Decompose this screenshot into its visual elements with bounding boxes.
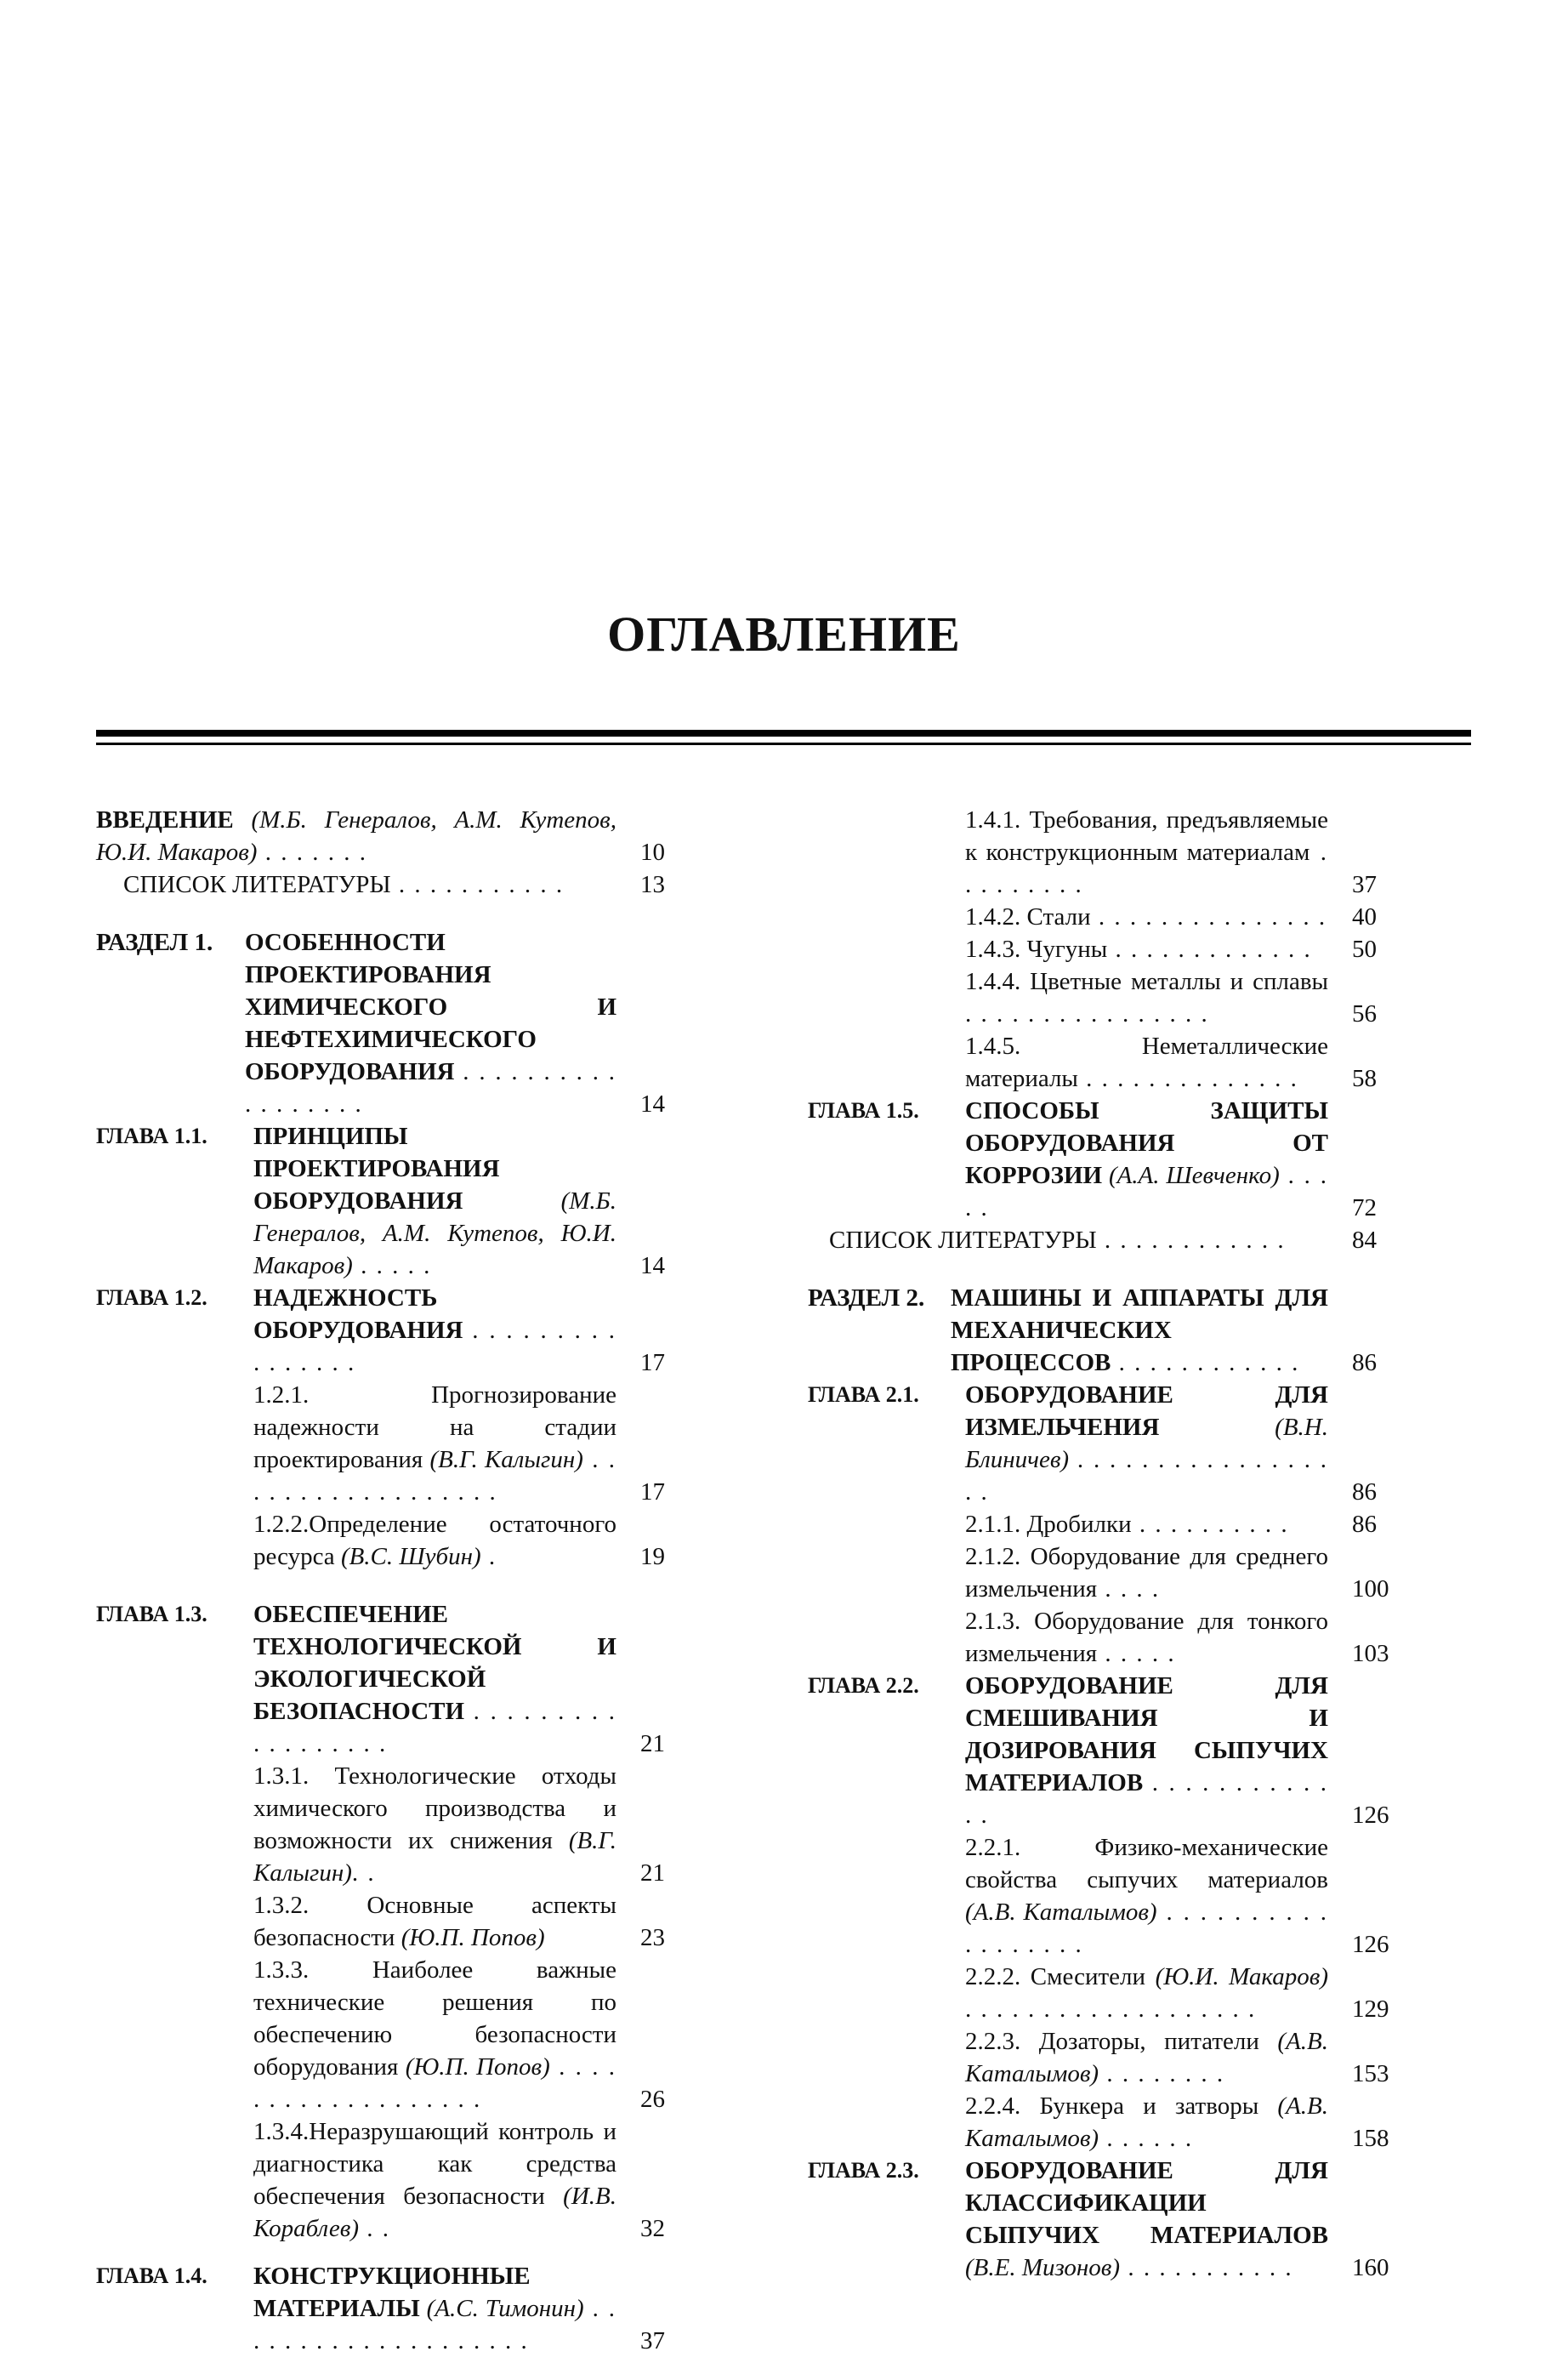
chapter-label: ГЛАВА 2.1. [808,1382,919,1407]
subsection-authors: (Ю.П. Попов) [401,1924,545,1951]
double-rule-thin [96,743,1471,745]
chapter-label: ГЛАВА 1.2. [96,1285,207,1310]
page-number: 58 [1352,1065,1377,1092]
toc-entry-intro[interactable]: ВВЕДЕНИЕ (М.Б. Генералов, А.М. Кутепов, Ю.И. Макаров) . . . . . . . 10 [96,804,683,868]
toc-entry-1-2-2[interactable]: 1.2.2.Определение остаточного ресурса (В.С. Шубин) . 19 [96,1508,683,1573]
page-number: 17 [640,1349,665,1376]
toc-entry-1-4-2[interactable]: 1.4.2. Стали . . . . . . . . . . . . . . . 40 [808,901,1395,933]
page-number: 21 [640,1859,665,1887]
page-number: 86 [1352,1349,1377,1376]
subsection-title: 1.3.2. Основные аспекты безопасности [253,1892,616,1951]
section-label: РАЗДЕЛ 1. [96,929,213,956]
page-number: 153 [1352,2060,1389,2087]
page-number: 23 [640,1924,665,1951]
subsection-title: 2.2.1. Физико-механические свойства сыпучих материалов [965,1834,1328,1893]
page-number: 86 [1352,1511,1377,1538]
subsection-title: 2.2.4. Бункера и затворы [965,2092,1259,2120]
toc-entry-2-2-3[interactable]: 2.2.3. Дозаторы, питатели (А.В. Каталымов) . . . . . . . . 153 [808,2025,1395,2090]
chapter-title: ОБОРУДОВАНИЕ ДЛЯ ИЗМЕЛЬЧЕНИЯ [965,1381,1328,1441]
subsection-title: 1.3.1. Технологические отходы химического производства и возможности их снижения [253,1762,616,1854]
toc-entry-2-2-1[interactable]: 2.2.1. Физико-механические свойства сыпучих материалов (А.В. Каталымов) . . . . . . . . . . . . . . . . . . 126 [808,1831,1395,1961]
toc-entry-1-4-4[interactable]: 1.4.4. Цветные металлы и сплавы . . . . . . . . . . . . . . . . 56 [808,965,1395,1030]
toc-entry-literature-2[interactable]: СПИСОК ЛИТЕРАТУРЫ . . . . . . . . . . . . 84 [808,1224,1395,1256]
page-number: 40 [1352,903,1377,931]
subsection-title: 1.4.4. Цветные металлы и сплавы [965,968,1328,995]
toc-entry-chapter-1-5[interactable]: ГЛАВА 1.5. СПОСОБЫ ЗАЩИТЫ ОБОРУДОВАНИЯ ОТ КОРРОЗИИ (А.А. Шевченко) . . . . . 72 [808,1095,1395,1224]
subsection-title: 1.4.1. Требования, предъявляемые к конструкционным материалам [965,806,1328,866]
page-number: 160 [1352,2254,1389,2281]
toc-entry-chapter-2-1[interactable]: ГЛАВА 2.1. ОБОРУДОВАНИЕ ДЛЯ ИЗМЕЛЬЧЕНИЯ (В.Н. Блиничев) . . . . . . . . . . . . . . . . . . 86 [808,1379,1395,1508]
toc-entry-chapter-1-4[interactable]: ГЛАВА 1.4. КОНСТРУКЦИОННЫЕ МАТЕРИАЛЫ (А.С. Тимонин) . . . . . . . . . . . . . . . . . . . . 37 [96,2260,683,2357]
subsection-authors: (В.Г. Калыгин) [429,1446,583,1473]
chapter-title: КОНСТРУКЦИОННЫЕ МАТЕРИАЛЫ [253,2263,531,2322]
page-number: 21 [640,1730,665,1757]
literature-label: СПИСОК ЛИТЕРАТУРЫ [123,871,391,898]
subsection-authors: (В.Г. Калыгин) [253,1827,616,1887]
page-number: 158 [1352,2125,1389,2152]
subsection-title: 1.3.4.Неразрушающий контроль и диагностика как средства обеспечения безопасности [253,2118,616,2210]
page-number: 72 [1352,1194,1377,1221]
page-number: 86 [1352,1478,1377,1506]
toc-entry-1-3-4[interactable]: 1.3.4.Неразрушающий контроль и диагностика как средства обеспечения безопасности (И.В. Кораблев) . . 32 [96,2115,683,2245]
subsection-authors: (Ю.П. Попов) [405,2053,550,2081]
subsection-authors: (А.В. Каталымов) [965,2092,1329,2152]
page-number: 17 [640,1478,665,1506]
subsection-title: 1.2.2.Определение остаточного ресурса [253,1511,616,1570]
toc-entry-chapter-1-2[interactable]: ГЛАВА 1.2. НАДЕЖНОСТЬ ОБОРУДОВАНИЯ . . . . . . . . . . . . . . . . 17 [96,1282,683,1379]
section-label: РАЗДЕЛ 2. [808,1284,925,1312]
page-number: 26 [640,2086,665,2113]
double-rule-thick [96,730,1471,737]
toc-entry-section-1[interactable]: РАЗДЕЛ 1. ОСОБЕННОСТИ ПРОЕКТИРОВАНИЯ ХИМИЧЕСКОГО И НЕФТЕХИМИЧЕСКОГО ОБОРУДОВАНИЯ . . . . . . . . . . . . . . . . . . 14 [96,926,683,1120]
chapter-authors: (А.С. Тимонин) [426,2295,584,2322]
toc-right-column [808,804,1395,2284]
chapter-authors: (М.Б. Генералов, А.М. Кутепов, Ю.И. Макаров) [253,1187,616,1279]
chapter-title: НАДЕЖНОСТЬ ОБОРУДОВАНИЯ [253,1284,463,1344]
section-title: ОСОБЕННОСТИ ПРОЕКТИРОВАНИЯ ХИМИЧЕСКОГО И НЕФТЕХИМИЧЕСКОГО ОБОРУДОВАНИЯ [245,929,616,1085]
page-title: ОГЛАВЛЕНИЕ [607,606,961,662]
subsection-title: 2.1.2. Оборудование для среднего измельчения [965,1543,1328,1603]
subsection-title: 1.4.2. Стали [965,903,1091,931]
page-number: 126 [1352,1931,1389,1958]
subsection-authors: (В.С. Шубин) [340,1543,481,1570]
subsection-title: 1.4.3. Чугуны [965,936,1108,963]
chapter-title: ОБЕСПЕЧЕНИЕ ТЕХНОЛОГИЧЕСКОЙ И ЭКОЛОГИЧЕСКОЙ БЕЗОПАСНОСТИ [253,1601,616,1725]
toc-entry-chapter-2-3[interactable]: ГЛАВА 2.3. ОБОРУДОВАНИЕ ДЛЯ КЛАССИФИКАЦИИ СЫПУЧИХ МАТЕРИАЛОВ (В.Е. Мизонов) . . . . . . . . . . . 160 [808,2155,1395,2284]
chapter-label: ГЛАВА 2.3. [808,2158,919,2183]
subsection-title: 2.2.2. Смесители [965,1963,1146,1990]
subsection-title: 2.2.3. Дозаторы, питатели [965,2028,1259,2055]
page-number: 37 [640,2327,665,2354]
subsection-title: 2.1.3. Оборудование для тонкого измельчения [965,1608,1328,1667]
toc-entry-1-3-3[interactable]: 1.3.3. Наиболее важные технические решения по обеспечению безопасности оборудования (Ю.П. Попов) . . . . . . . . . . . . . . . . . . . 26 [96,1954,683,2115]
literature-label: СПИСОК ЛИТЕРАТУРЫ [829,1227,1097,1254]
page-number: 13 [640,871,665,898]
toc-entry-chapter-2-2[interactable]: ГЛАВА 2.2. ОБОРУДОВАНИЕ ДЛЯ СМЕШИВАНИЯ И ДОЗИРОВАНИЯ СЫПУЧИХ МАТЕРИАЛОВ . . . . . . . . . . . . . 126 [808,1670,1395,1831]
toc-entry-section-2[interactable]: РАЗДЕЛ 2. МАШИНЫ И АППАРАТЫ ДЛЯ МЕХАНИЧЕСКИХ ПРОЦЕССОВ . . . . . . . . . . . . 86 [808,1282,1395,1379]
toc-entry-chapter-1-1[interactable]: ГЛАВА 1.1. ПРИНЦИПЫ ПРОЕКТИРОВАНИЯ ОБОРУДОВАНИЯ (М.Б. Генералов, А.М. Кутепов, Ю.И. Макаров) . . . . . 14 [96,1120,683,1282]
toc-entry-1-4-3[interactable]: 1.4.3. Чугуны . . . . . . . . . . . . . 50 [808,933,1395,965]
page-number: 100 [1352,1575,1389,1603]
subsection-authors: (И.В. Кораблев) [253,2183,616,2242]
page-number: 126 [1352,1802,1389,1829]
chapter-title: ОБОРУДОВАНИЕ ДЛЯ КЛАССИФИКАЦИИ СЫПУЧИХ МАТЕРИАЛОВ [965,2157,1328,2249]
page-number: 32 [640,2215,665,2242]
chapter-label: ГЛАВА 1.4. [96,2263,207,2288]
toc-entry-2-1-1[interactable]: 2.1.1. Дробилки . . . . . . . . . . 86 [808,1508,1395,1540]
page-number: 129 [1352,1995,1389,2023]
subsection-title: 1.3.3. Наиболее важные технические решения по обеспечению безопасности оборудования [253,1956,616,2081]
chapter-label: ГЛАВА 1.3. [96,1602,207,1626]
page-number: 14 [640,1252,665,1279]
page-number: 50 [1352,936,1377,963]
subsection-authors: (Ю.И. Макаров) [1155,1963,1329,1990]
chapter-title: ПРИНЦИПЫ ПРОЕКТИРОВАНИЯ ОБОРУДОВАНИЯ [253,1123,500,1215]
chapter-authors: (В.Н. Блиничев) [965,1414,1328,1473]
toc-entry-1-4-5[interactable]: 1.4.5. Неметаллические материалы . . . . . . . . . . . . . . 58 [808,1030,1395,1095]
toc-entry-chapter-1-3[interactable]: ГЛАВА 1.3. ОБЕСПЕЧЕНИЕ ТЕХНОЛОГИЧЕСКОЙ И ЭКОЛОГИЧЕСКОЙ БЕЗОПАСНОСТИ . . . . . . . . . . . . . . . . . . 21 [96,1598,683,1760]
toc-entry-literature[interactable]: СПИСОК ЛИТЕРАТУРЫ . . . . . . . . . . . 13 [96,868,683,901]
toc-entry-1-3-2[interactable] [96,1889,683,1954]
toc-entry-1-3-1[interactable]: 1.3.1. Технологические отходы химического производства и возможности их снижения (В.Г. Калыгин). . 21 [96,1760,683,1889]
page-number: 37 [1352,871,1377,898]
subsection-authors: (А.В. Каталымов) [965,1899,1157,1926]
page-number: 19 [640,1543,665,1570]
page-number: 56 [1352,1000,1377,1028]
toc-entry-2-2-4[interactable]: 2.2.4. Бункера и затворы (А.В. Каталымов) . . . . . . 158 [808,2090,1395,2155]
toc-entry-2-1-3[interactable]: 2.1.3. Оборудование для тонкого измельчения . . . . . 103 [808,1605,1395,1670]
toc-entry-1-2-1[interactable]: 1.2.1. Прогнозирование надежности на стадии проектирования (В.Г. Калыгин) . . . . . . . . . . . . . . . . . . 17 [96,1379,683,1508]
subsection-title: 1.4.5. Неметаллические материалы [965,1033,1328,1092]
page-number: 84 [1352,1227,1377,1254]
chapter-label: ГЛАВА 2.2. [808,1673,919,1698]
toc-left-column [96,804,683,2357]
toc-entry-2-2-2[interactable]: 2.2.2. Смесители (Ю.И. Макаров) . . . . . . . . . . . . . . . . . . . 129 [808,1961,1395,2025]
subsection-title: 1.2.1. Прогнозирование надежности на стадии проектирования [253,1381,616,1473]
chapter-label: ГЛАВА 1.5. [808,1098,919,1123]
toc-entry-1-4-1[interactable]: 1.4.1. Требования, предъявляемые к конструкционным материалам . . . . . . . . . 37 [808,804,1395,901]
page-number: 10 [640,839,665,866]
page-number: 14 [640,1090,665,1118]
page-number: 103 [1352,1640,1389,1667]
chapter-label: ГЛАВА 1.1. [96,1124,207,1148]
subsection-title: 2.1.1. Дробилки [965,1511,1132,1538]
chapter-title: ОБОРУДОВАНИЕ ДЛЯ СМЕШИВАНИЯ И ДОЗИРОВАНИЯ СЫПУЧИХ МАТЕРИАЛОВ [965,1672,1328,1796]
section-title: МАШИНЫ И АППАРАТЫ ДЛЯ МЕХАНИЧЕСКИХ ПРОЦЕССОВ [951,1284,1328,1376]
intro-authors: (М.Б. Генералов, А.М. Кутепов, Ю.И. Макаров) [96,806,616,866]
intro-label: ВВЕДЕНИЕ [96,806,234,834]
subsection-authors: (А.В. Каталымов) [965,2028,1328,2087]
chapter-authors: (В.Е. Мизонов) [965,2254,1121,2281]
chapter-authors: (А.А. Шевченко) [1108,1162,1280,1189]
toc-entry-2-1-2[interactable]: 2.1.2. Оборудование для среднего измельчения . . . . 100 [808,1540,1395,1605]
chapter-title: СПОСОБЫ ЗАЩИТЫ ОБОРУДОВАНИЯ ОТ КОРРОЗИИ [965,1097,1328,1189]
